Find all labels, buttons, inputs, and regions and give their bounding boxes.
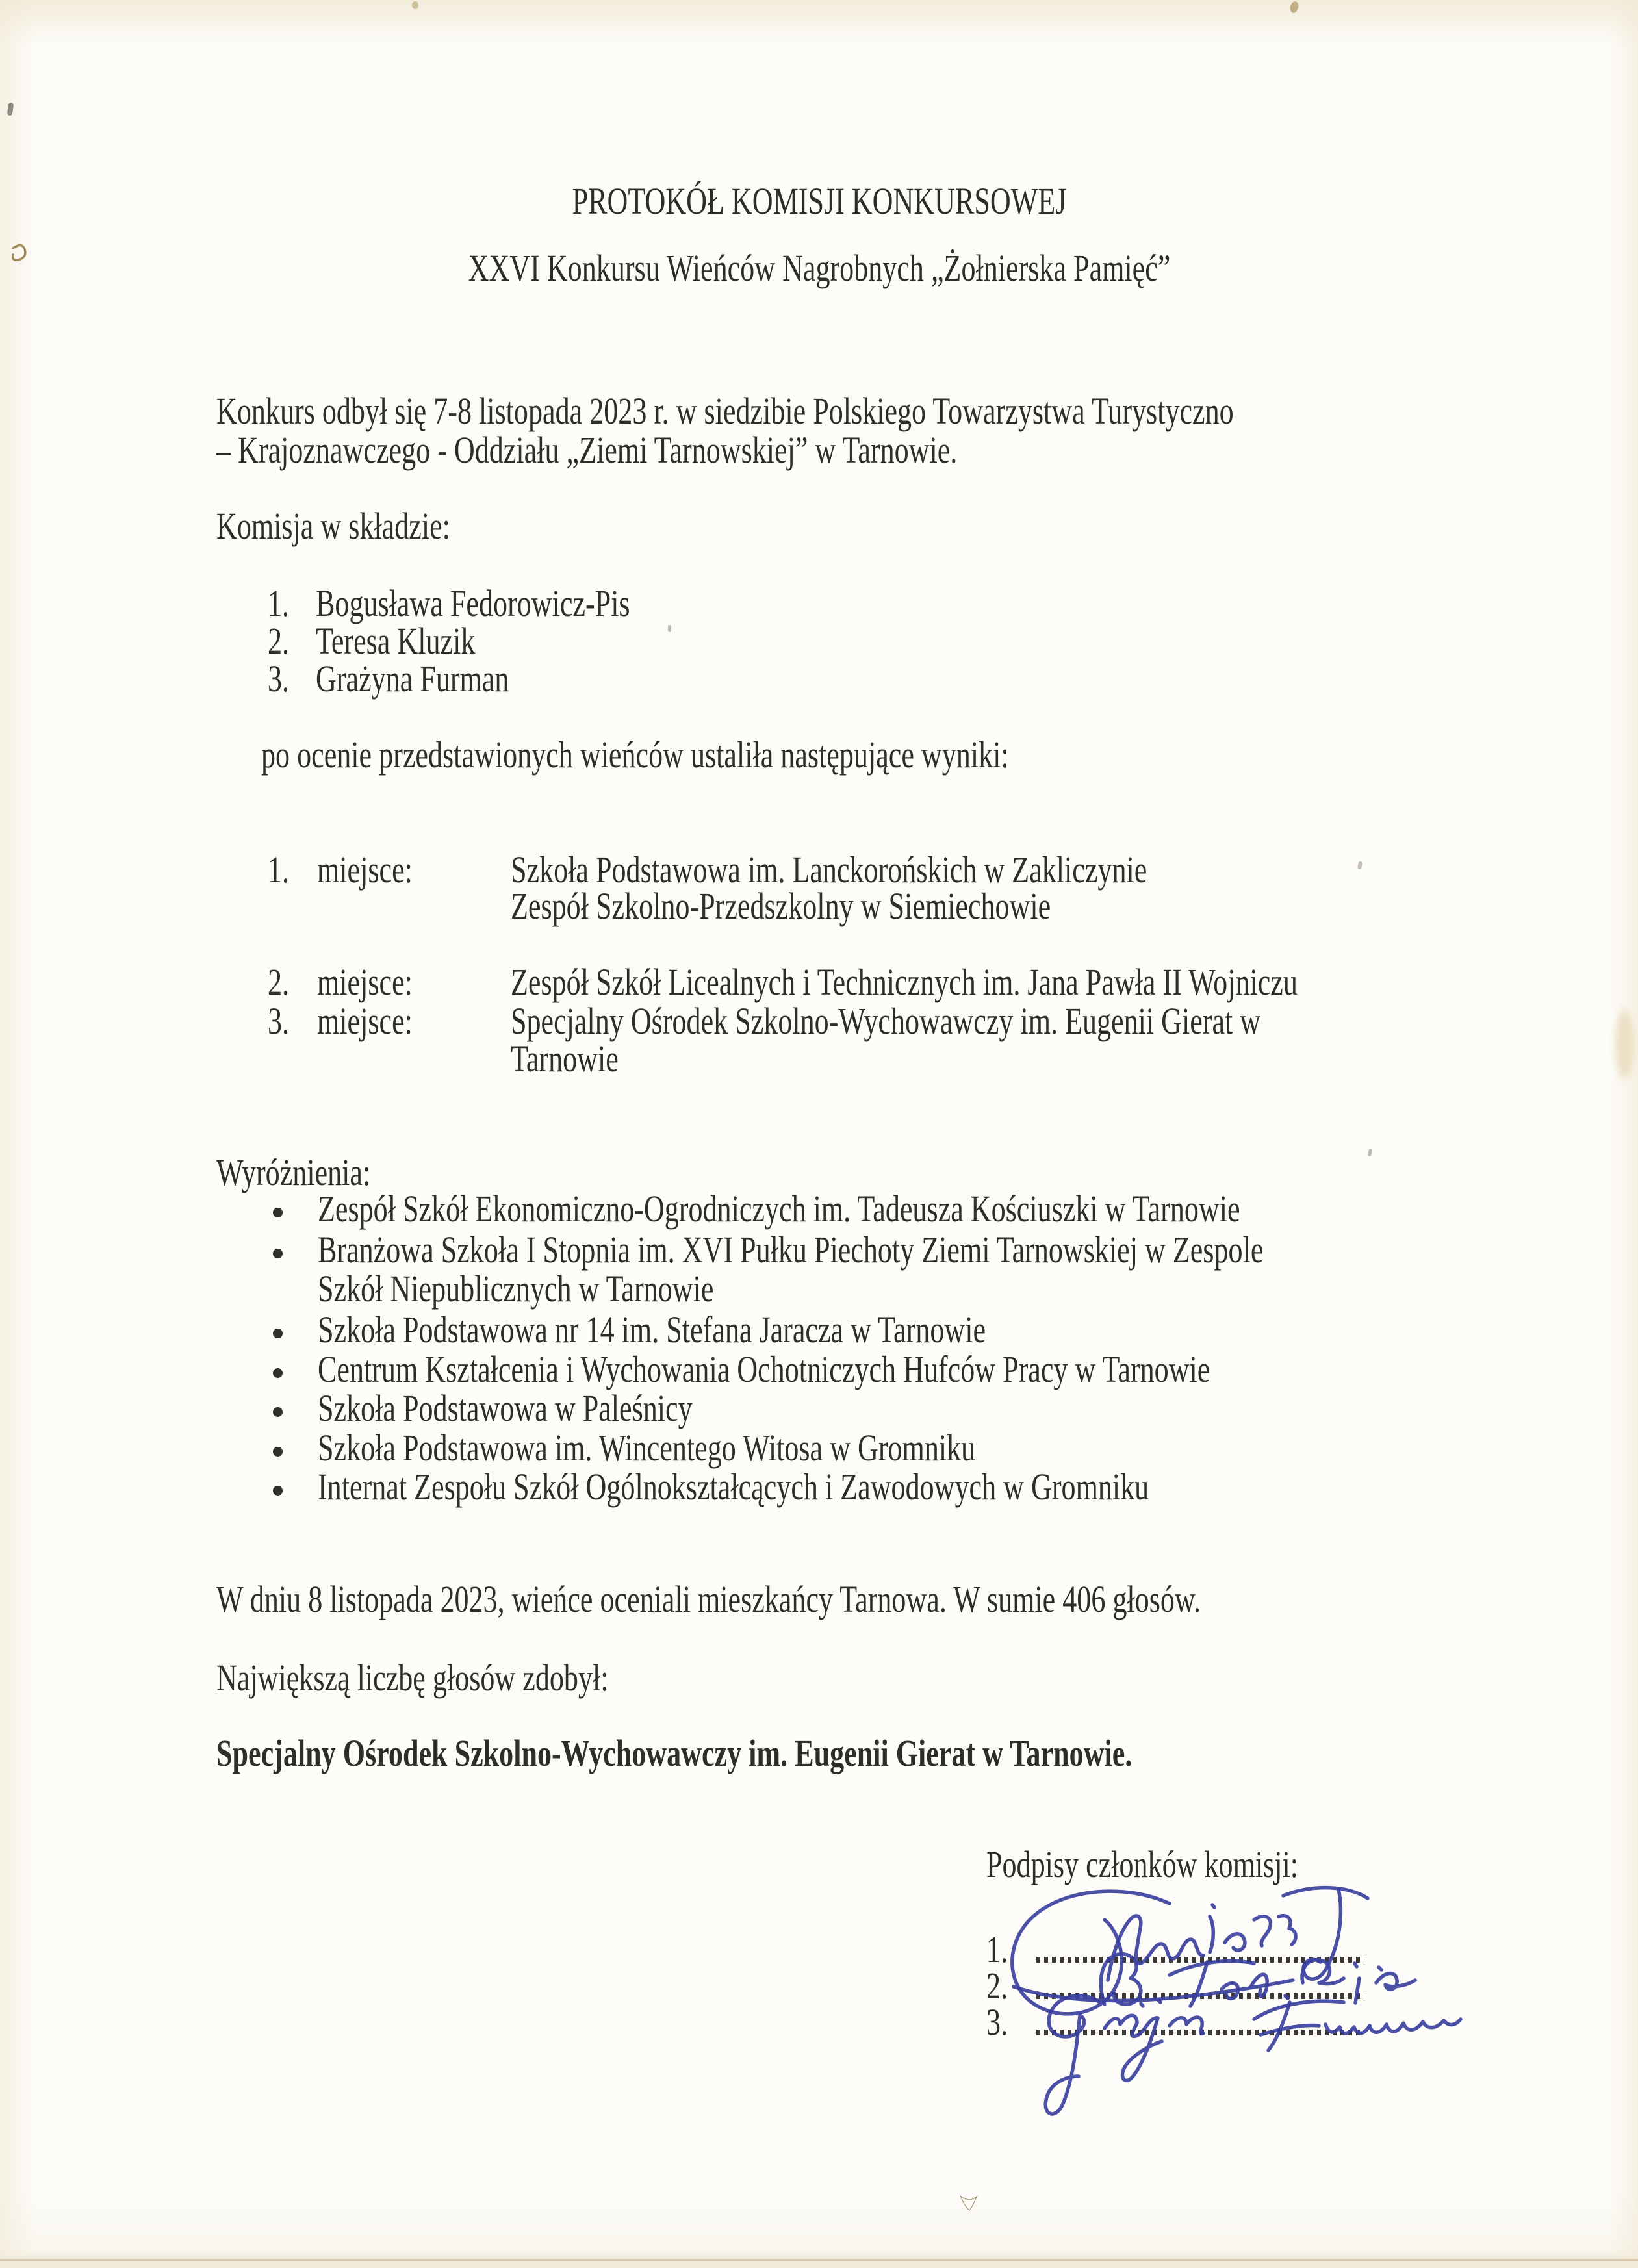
intro-line-1: Konkurs odbył się 7-8 listopada 2023 r. w siedzibie Polskiego Towarzystwa Turystyczno	[216, 390, 1234, 432]
result-school: Tarnowie	[511, 1038, 619, 1080]
result-school: Zespół Szkolno-Przedszkolny w Siemiechowie	[511, 885, 1051, 927]
paper-bottom-margin	[0, 2261, 1638, 2268]
bullet-icon	[273, 1329, 283, 1338]
paper-speck	[412, 1, 418, 9]
bullet-icon	[273, 1368, 283, 1378]
paper-speck	[1357, 861, 1363, 870]
distinction-item: Szkoła Podstawowa nr 14 im. Stefana Jaracza w Tarnowie	[318, 1308, 986, 1351]
committee-member-name: Grażyna Furman	[316, 657, 509, 700]
committee-heading: Komisja w składzie:	[216, 505, 450, 547]
bullet-icon	[273, 1208, 283, 1217]
distinction-item: Centrum Kształcenia i Wychowania Ochotniczych Hufców Pracy w Tarnowie	[318, 1348, 1210, 1390]
result-number: 3.	[268, 1000, 290, 1042]
signature-row-number: 3.	[986, 2001, 1008, 2043]
committee-member-number: 1.	[268, 582, 290, 624]
intro-line-2: – Krajoznawczego - Oddziału „Ziemi Tarnowskiej” w Tarnowie.	[216, 429, 958, 471]
result-label: miejsce:	[317, 1000, 413, 1042]
document-title: PROTOKÓŁ KOMISJI KONKURSOWEJ	[572, 180, 1066, 222]
committee-member-number: 3.	[268, 657, 290, 700]
paper-speck	[1289, 1, 1299, 14]
handwritten-signature-3	[1045, 1996, 1461, 2114]
paper-speck	[958, 2192, 981, 2214]
paper-speck	[7, 103, 14, 116]
distinctions-heading: Wyróżnienia:	[216, 1151, 371, 1193]
paper-speck	[1368, 1149, 1372, 1157]
bullet-icon	[273, 1407, 283, 1417]
bullet-icon	[273, 1249, 283, 1258]
result-school: Szkoła Podstawowa im. Lanckorońskich w Zakliczynie	[511, 848, 1147, 891]
paper-smudge	[1615, 1010, 1633, 1078]
result-number: 1.	[268, 848, 290, 891]
signature-row-number: 1.	[986, 1928, 1008, 1970]
document-subtitle: XXVI Konkursu Wieńców Nagrobnych „Żołnierska Pamięć”	[468, 247, 1170, 289]
result-school: Zespół Szkół Licealnych i Technicznych im. Jana Pawła II Wojniczu	[511, 961, 1298, 1003]
votes-lead: Największą liczbę głosów zdobył:	[216, 1657, 609, 1699]
result-label: miejsce:	[317, 848, 413, 891]
handwritten-signatures	[897, 1858, 1585, 2196]
signature-row-number: 2.	[986, 1965, 1008, 2007]
distinction-item: Szkół Niepublicznych w Tarnowie	[318, 1268, 714, 1310]
distinction-item: Szkoła Podstawowa im. Wincentego Witosa w Gromniku	[318, 1427, 976, 1469]
distinction-item: Branżowa Szkoła I Stopnia im. XVI Pułku Piechoty Ziemi Tarnowskiej w Zespole	[318, 1229, 1264, 1271]
committee-member-name: Teresa Kluzik	[316, 620, 476, 662]
votes-winner: Specjalny Ośrodek Szkolno-Wychowawczy im. Eugenii Gierat w Tarnowie.	[216, 1732, 1133, 1774]
distinction-item: Internat Zespołu Szkół Ogólnokształcących i Zawodowych w Gromniku	[318, 1466, 1149, 1508]
votes-summary: W dniu 8 listopada 2023, wieńce oceniali mieszkańcy Tarnowa. W sumie 406 głosów.	[216, 1578, 1201, 1620]
bullet-icon	[273, 1486, 283, 1496]
distinction-item: Szkoła Podstawowa w Paleśnicy	[318, 1387, 693, 1429]
result-school: Specjalny Ośrodek Szkolno-Wychowawczy im. Eugenii Gierat w	[511, 1000, 1261, 1042]
paper-speck	[668, 625, 671, 632]
committee-member-number: 2.	[268, 620, 290, 662]
result-label: miejsce:	[317, 961, 413, 1003]
paper-speck	[9, 242, 35, 268]
distinction-item: Zespół Szkół Ekonomiczno-Ogrodniczych im. Tadeusza Kościuszki w Tarnowie	[318, 1188, 1240, 1230]
signatures-heading: Podpisy członków komisji:	[986, 1843, 1298, 1885]
committee-after-text: po ocenie przedstawionych wieńców ustaliła następujące wyniki:	[261, 733, 1009, 776]
result-number: 2.	[268, 961, 290, 1003]
bullet-icon	[273, 1447, 283, 1457]
committee-member-name: Bogusława Fedorowicz-Pis	[316, 582, 630, 624]
